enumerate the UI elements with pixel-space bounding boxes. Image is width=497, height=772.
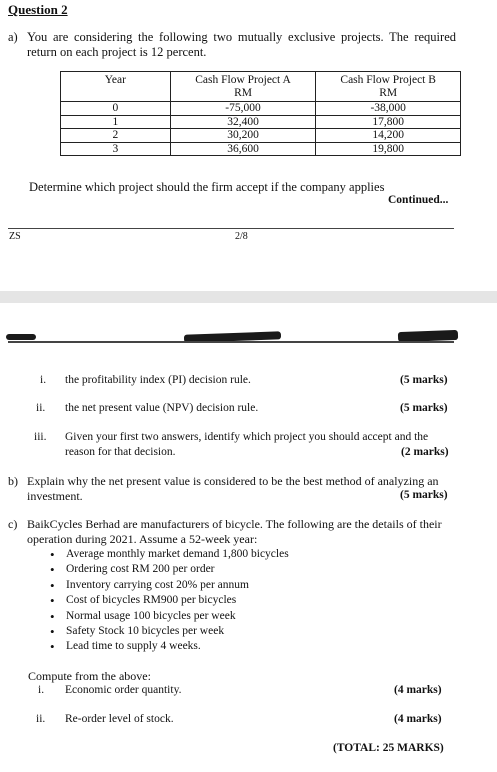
footer-initials: ZS <box>9 231 21 242</box>
list-item: • Lead time to supply 4 weeks. <box>50 639 289 654</box>
part-c-line1: BaikCycles Berhad are manufacturers of bicycle. The following are the details of their <box>27 517 442 531</box>
item-text: the profitability index (PI) decision rule. <box>65 374 251 386</box>
table-cell: 0 <box>61 102 171 116</box>
list-item: • Safety Stock 10 bicycles per week <box>50 624 289 639</box>
item-number: iii. <box>34 431 47 443</box>
table-cell: 17,800 <box>316 115 461 129</box>
table-cell: 1 <box>61 115 171 129</box>
table-cell: 36,600 <box>170 142 316 156</box>
item-text-continued: reason for that decision. <box>65 446 176 458</box>
item-marks: (5 marks) <box>400 374 448 386</box>
item-number: ii. <box>36 402 46 414</box>
compute-text: Compute from the above: <box>28 669 151 683</box>
item-text: the net present value (NPV) decision rule. <box>65 402 259 414</box>
list-item: • Normal usage 100 bicycles per week <box>50 609 289 624</box>
table-cell: 14,200 <box>316 129 461 143</box>
item-marks: (4 marks) <box>394 713 442 725</box>
table-cell: -38,000 <box>316 102 461 116</box>
table-cell: 2 <box>61 129 171 143</box>
item-marks: (4 marks) <box>394 684 442 696</box>
table-row <box>61 142 461 156</box>
list-item: • Inventory carrying cost 20% per annum <box>50 578 289 593</box>
part-b-line2: investment. <box>27 489 83 503</box>
table-cell: -75,000 <box>170 102 316 116</box>
part-a-line2: return on each project is 12 percent. <box>27 45 207 59</box>
part-b-label: b) <box>8 474 18 488</box>
continued-label: Continued... <box>388 194 449 206</box>
table-row <box>61 115 461 129</box>
part-b-line1: Explain why the net present value is considered to be the best method of analyzing an <box>27 474 439 488</box>
footer-divider <box>8 228 454 229</box>
table-row <box>61 102 461 116</box>
item-number: i. <box>40 374 47 386</box>
part-c-label: c) <box>8 517 18 531</box>
item-number: i. <box>38 684 45 696</box>
header-year: Year <box>61 72 171 102</box>
determine-text: Determine which project should the firm accept if the company applies <box>29 180 385 194</box>
table-header-row <box>61 72 461 102</box>
header-divider <box>8 341 454 343</box>
list-item: • Cost of bicycles RM900 per bicycles <box>50 593 289 608</box>
list-item: • Ordering cost RM 200 per order <box>50 562 289 577</box>
table-cell: 32,400 <box>170 115 316 129</box>
part-a-label: a) <box>8 30 18 44</box>
item-text: Economic order quantity. <box>65 684 182 696</box>
total-marks: (TOTAL: 25 MARKS) <box>333 742 444 754</box>
cash-flow-table <box>60 71 461 156</box>
part-c-line2: operation during 2021. Assume a 52-week year: <box>27 532 258 546</box>
header-project-a: Cash Flow Project A RM <box>170 72 316 102</box>
part-a-line1: You are considering the following two mutually exclusive projects. The required <box>27 30 456 44</box>
item-number: ii. <box>36 713 46 725</box>
details-list <box>50 547 289 655</box>
table-cell: 19,800 <box>316 142 461 156</box>
header-project-b: Cash Flow Project B RM <box>316 72 461 102</box>
list-item: • Average monthly market demand 1,800 bicycles <box>50 547 289 562</box>
item-marks: (2 marks) <box>401 446 449 458</box>
table-cell: 3 <box>61 142 171 156</box>
redacted-header-mark <box>6 334 36 340</box>
item-marks: (5 marks) <box>400 402 448 414</box>
page-number: 2/8 <box>235 231 248 242</box>
part-b-marks: (5 marks) <box>400 489 448 501</box>
question-title: Question 2 <box>8 2 68 17</box>
table-cell: 30,200 <box>170 129 316 143</box>
item-text: Given your first two answers, identify which project you should accept and the <box>65 431 429 443</box>
table-row <box>61 129 461 143</box>
page-gap <box>0 291 497 303</box>
item-text: Re-order level of stock. <box>65 713 174 725</box>
